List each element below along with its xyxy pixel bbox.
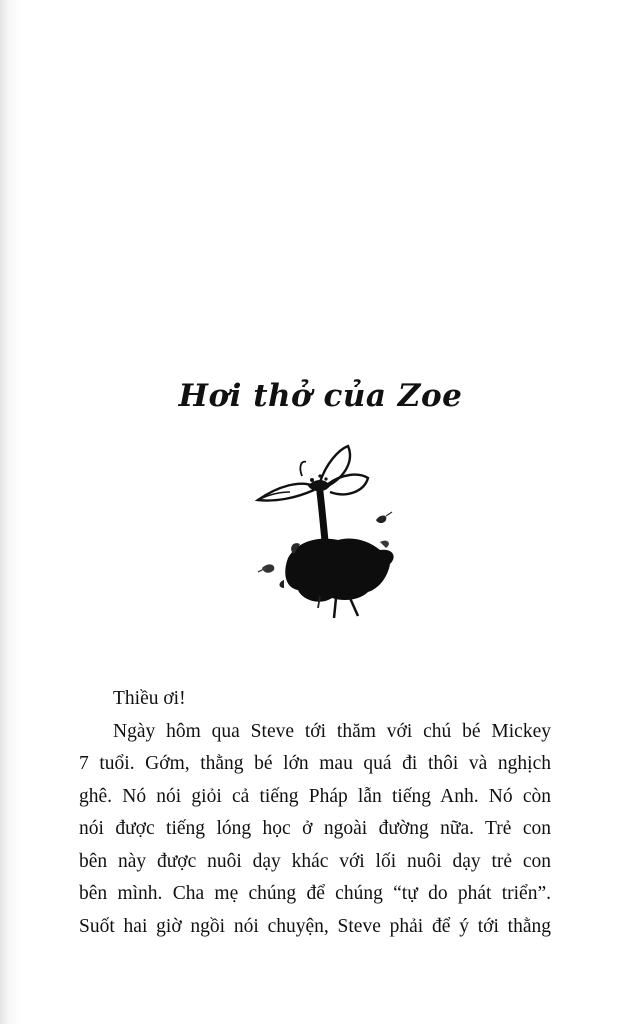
chapter-title: Hơi thở của Zoe: [178, 378, 463, 414]
paragraph-line: 7 tuổi. Gớm, thằng bé lớn mau quá đi thôi và nghịch: [79, 753, 551, 774]
paragraph-line: Suốt hai giờ ngồi nói chuyện, Steve phải để ý tới thằng: [79, 915, 551, 937]
paragraph-line: Ngày hôm qua Steve tới thăm với chú bé Mickey: [113, 720, 551, 742]
letter-salutation: Thiều ơi!: [113, 688, 186, 709]
paragraph-line: ghê. Nó nói giỏi cả tiếng Pháp lẫn tiếng Anh. Nó còn: [79, 785, 551, 807]
ink-lotus-flower-icon: [240, 440, 410, 630]
paragraph-line: bên mình. Cha mẹ chúng để chúng “tự do phát triển”.: [79, 883, 551, 904]
paragraph-line: bên này được nuôi dạy khác với lối nuôi dạy trẻ con: [79, 850, 551, 872]
letter-body: [79, 683, 551, 943]
paragraph-line: nói được tiếng lóng học ở ngoài đường nữa. Trẻ con: [79, 818, 551, 839]
